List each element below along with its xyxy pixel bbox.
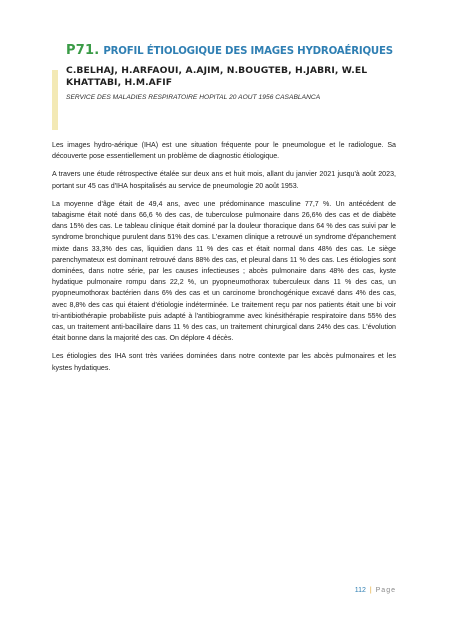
- accent-bar: [52, 70, 58, 130]
- page-label: Page: [375, 587, 396, 594]
- footer-separator: |: [369, 587, 372, 594]
- authors: C.BELHAJ, H.ARFAOUI, A.AJIM, N.BOUGTEB, H.JABRI, W.EL KHATTABI, H.M.AFIF: [66, 65, 368, 88]
- abstract-code: P71.: [66, 43, 100, 58]
- paragraph-results: La moyenne d'âge était de 49,4 ans, avec une prédominance masculine 77,7 %. Un antécédent de tabagisme était noté dans 66,6 % des cas, de tuberculose pulmonaire dans 26,6% des cas et de diabète dans 15% des cas. Le tableau clinique était dominé par la douleur thoracique dans 64 % des cas suivi par le syndrome bronchique purulent dans 51% des cas. L'examen clinique a retrouvé un syndrome d'épanchement mixte dans 33,3% des cas, liquidien dans 11 % des cas et était normal dans 48% des cas. Le siège parenchymateux est dominant retrouvé dans 88% des cas, et pleural dans 11 % des cas. Les étiologies sont dominées, dans notre série, par les causes infectieuses ; abcès pulmonaire dans 48% des cas, kyste hydatique pulmonaire rompu dans 22,2 %, un pyopneumothorax tuberculeux dans 11 % des cas, un pyopneumothorax bactérien dans 6% des cas et un carcinome bronchogénique excavé dans 4% des cas, avec 8,8% des cas qui étaient d'étiologie indéterminée. Le traitement reçu par nos patients était une bi voir tri-antibiothérapie probabiliste puis adapté à l'antibiogramme avec kinésithérapie respiratoire dans 55% des cas, un traitement anti-bacillaire dans 11 % des cas, un traitement chirurgical dans 24% des cas. L'évolution était bonne dans la majorité des cas. On déplore 4 décès.: [52, 199, 396, 343]
- page-footer: [355, 587, 396, 594]
- abstract-title: PROFIL ÉTIOLOGIQUE DES IMAGES HYDROAÉRIQUES: [103, 46, 393, 57]
- paragraph-introduction: Les images hydro-aérique (IHA) est une situation fréquente pour le pneumologue et le radiologue. Sa découverte pose essentiellement un problème de diagnostic étiologique.: [52, 141, 396, 161]
- title-row: [66, 43, 406, 58]
- abstract-body: [52, 140, 396, 381]
- paragraph-conclusion: Les étiologies des IHA sont très variées dominées dans notre contexte par les abcès pulmonaires et les kystes hydatiques.: [52, 352, 396, 372]
- abstract-header: [66, 43, 406, 101]
- page-number: 112: [354, 587, 366, 594]
- paragraph-methods: A travers une étude rétrospective étalée sur deux ans et huit mois, allant du janvier 2021 jusqu'à août 2023, portant sur 45 cas d'IHA hospitalisés au service de pneumologie 20 août 1953.: [52, 170, 396, 190]
- affiliation: SERVICE DES MALADIES RESPIRATOIRE HOPITAL 20 AOUT 1956 CASABLANCA: [66, 94, 321, 101]
